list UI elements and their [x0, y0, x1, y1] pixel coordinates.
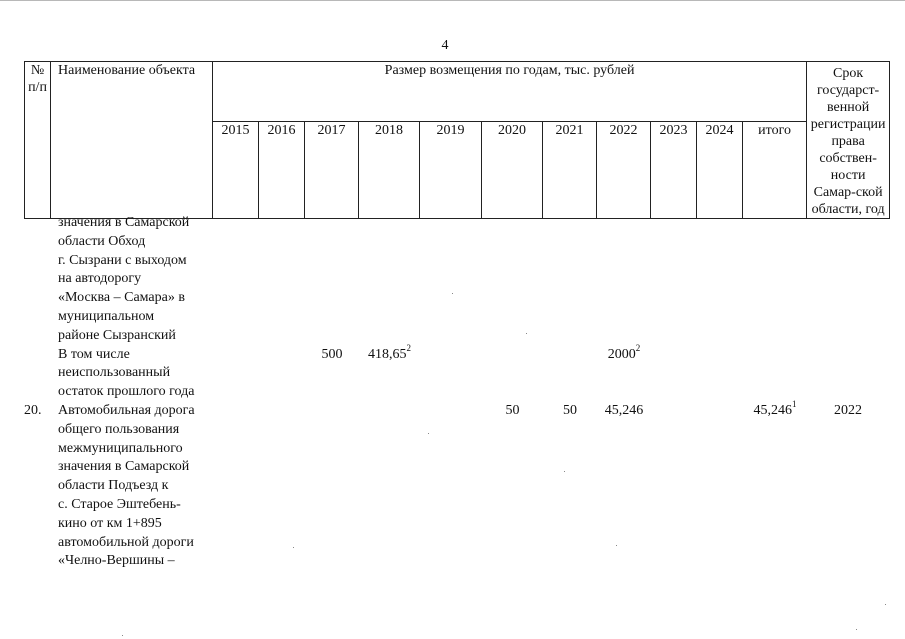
header-amount-by-year: Размер возмещения по годам, тыс. рублей: [213, 62, 807, 122]
value-total: 45,246$^1$: [753, 399, 797, 418]
header-year: 2023: [651, 122, 697, 219]
header-year: 2018: [359, 122, 420, 219]
value-2022: 45,246: [604, 403, 644, 418]
top-border-line: [0, 0, 905, 1]
header-registration-term: Срок государст-венной регистрации права собствен-ности Самар-ской области, год: [807, 62, 890, 219]
header-year: 2015: [213, 122, 259, 219]
row-number: 20.: [24, 403, 42, 418]
header-year: 2016: [259, 122, 305, 219]
footnote-mark: 2: [635, 342, 641, 353]
header-year: 2024: [697, 122, 743, 219]
scan-speck: [885, 604, 886, 605]
scan-speck: [122, 635, 123, 636]
value-2017: 500: [321, 346, 343, 362]
value-2021: 50: [563, 403, 577, 418]
scan-speck: [616, 545, 617, 546]
footnote-mark: 1: [792, 399, 797, 410]
row-object-name: значения в Самарской области Обход г. Сызрани с выходом на автодорогу «Москва – Самара» в муниципальном районе Сызранский: [58, 215, 190, 343]
header-number: № п/п: [25, 62, 51, 219]
table-header: [24, 61, 890, 219]
header-year: 2019: [420, 122, 482, 219]
scan-speck: [564, 471, 565, 472]
header-year: 2021: [543, 122, 597, 219]
value-2018: 418,65$^2$: [368, 342, 411, 362]
header-object-name: Наименование объекта: [51, 62, 213, 219]
scan-speck: [428, 433, 429, 434]
page-number: 4: [441, 38, 449, 53]
row-object-name: Автомобильная дорога общего пользования межмуниципального значения в Самарской области Подъезд к с. Старое Эштебень- кино от км 1+895 автомобильной дороги «Челно-Вершины –: [58, 403, 195, 569]
row-object-name: В том числе неиспользованный остаток прошлого года: [58, 346, 195, 400]
header-total: итого: [743, 122, 807, 219]
scan-speck: [452, 293, 453, 294]
registration-year: 2022: [834, 403, 862, 418]
header-year: 2017: [305, 122, 359, 219]
scan-speck: [856, 629, 857, 630]
header-year: 2020: [482, 122, 543, 219]
header-year: 2022: [597, 122, 651, 219]
table-body: [0, 214, 905, 634]
value-2020: 50: [505, 403, 520, 418]
footnote-mark: 2: [406, 342, 411, 353]
scan-speck: [293, 547, 294, 548]
scan-speck: [526, 333, 527, 334]
value-2022: 2000$^2$: [607, 342, 641, 362]
